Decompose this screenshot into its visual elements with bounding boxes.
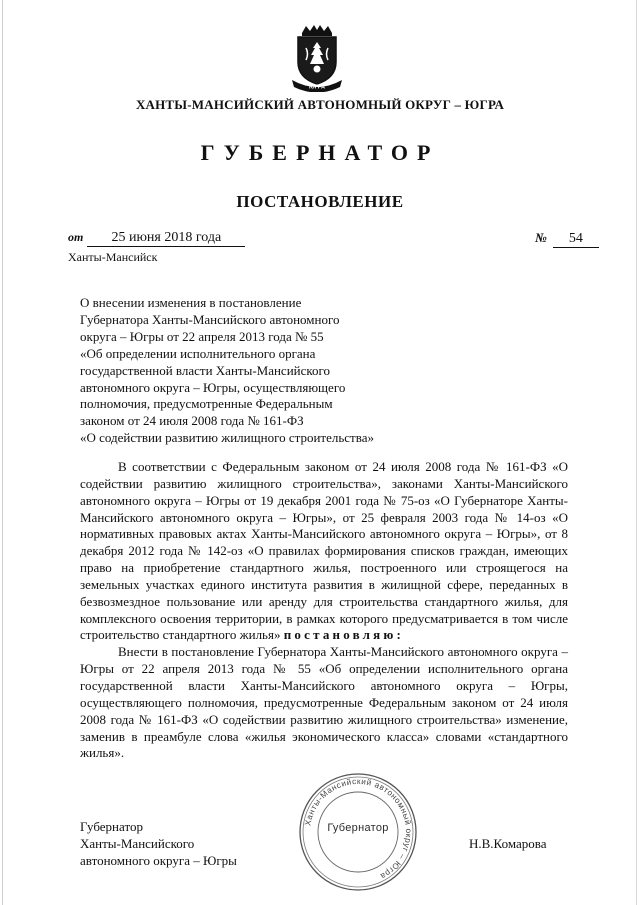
subject-line: округа – Югры от 22 апреля 2013 года № 55	[80, 328, 324, 344]
subject-line: «Об определении исполнительного органа	[80, 345, 316, 361]
date-label: от	[68, 230, 84, 244]
coat-of-arms-icon	[290, 24, 344, 92]
document-subject	[80, 295, 410, 447]
document-number: 54	[553, 231, 599, 248]
document-type-title: ПОСТАНОВЛЕНИЕ	[236, 192, 404, 211]
authority-title: ГУБЕРНАТОР	[200, 140, 440, 165]
signer-name: Н.В.Комарова	[469, 836, 547, 851]
region-header: ХАНТЫ-МАНСИЙСКИЙ АВТОНОМНЫЙ ОКРУГ – ЮГРА	[135, 97, 505, 112]
subject-line: Губернатора Ханты-Мансийского автономного	[80, 311, 340, 327]
preamble-text: В соответствии с Федеральным законом от 24 июля 2008 года № 161-ФЗ «О содействии развитию жилищного строительства», законами Ханты-Мансийского автономного округа – Югры от 19 декабря 2001 года № 75-оз «О Губернаторе Ханты-Мансийского автономного округа – Югры», от 25 февраля 2003 года № 14-оз «О нормативных правовых актах Ханты-Мансийского автономного округа – Югры», от 8 декабря 2012 года № 142-оз «О правилах формирования списков граждан, имеющих право на приобретение стандартного жилья, построенного или строящегося на земельных участках единого института развития в жилищной сфере, переданных в безвозмездное пользование или аренду для строительства стандартного жилья, для комплексного освоения территории, в рамках которого предусматривается в том числе строительство стандартного жилья»	[80, 459, 568, 643]
body-paragraph: Внести в постановление Губернатора Ханты-Мансийского автономного округа – Югры от 22 апреля 2013 года № 55 «Об определении исполнительного органа государственной власти Ханты-Мансийского автономного округа – Югры, осуществляющего полномочия, предусмотренные Федеральным законом от 24 июля 2008 года № 161-ФЗ «О содействии развитию жилищного строительства» изменение, заменив в преамбуле слова «жилья экономического класса» словами «стандартного жилья».	[80, 644, 568, 761]
number-label: №	[535, 230, 547, 245]
subject-line: автономного округа – Югры, осуществляющего	[80, 379, 346, 395]
signer-title-line: Ханты-Мансийского	[80, 835, 195, 851]
document-body	[80, 459, 568, 762]
date-line	[68, 230, 245, 247]
subject-line: полномочия, предусмотренные Федеральным	[80, 396, 333, 412]
city-name: Ханты-Мансийск	[68, 250, 158, 264]
signer-title-line: автономного округа – Югры	[80, 852, 237, 868]
signer-title	[80, 819, 237, 869]
signer-title-line: Губернатор	[80, 819, 143, 834]
subject-line: государственной власти Ханты-Мансийского	[80, 362, 331, 378]
body-paragraph	[80, 459, 568, 644]
stamp-center-text: Губернатор	[327, 822, 389, 834]
stamp-ring-text: Ханты-Мансийский автономный округ – Югра	[303, 776, 414, 882]
subject-line: законом от 24 июля 2008 года № 161-ФЗ	[80, 413, 304, 429]
subject-line: О внесении изменения в постановление	[80, 295, 302, 310]
scan-edge-right	[636, 0, 637, 905]
scan-edge-left	[2, 0, 3, 905]
emblem-ribbon-label: ЮГРА	[309, 84, 325, 91]
subject-line: «О содействии развитию жилищного строительства»	[80, 430, 374, 446]
number-line	[535, 230, 599, 248]
resolve-word: постановляю:	[283, 627, 405, 643]
document-date: 25 июня 2018 года	[87, 230, 245, 247]
